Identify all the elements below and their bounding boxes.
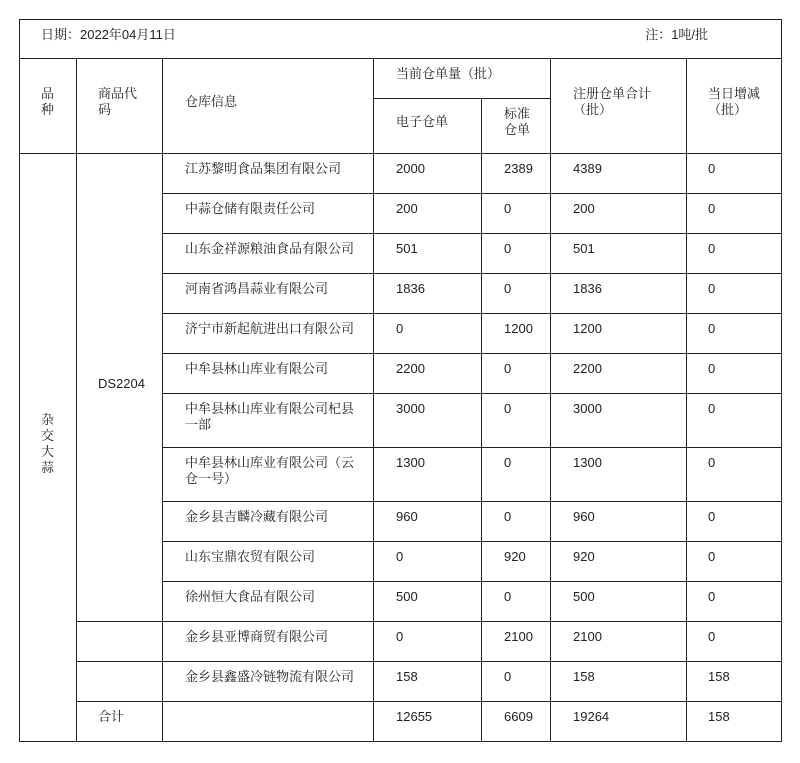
total-electronic-receipts: 12655	[374, 702, 482, 742]
standard-receipts: 0	[482, 354, 551, 394]
electronic-receipts: 0	[374, 622, 482, 662]
daily-change: 0	[687, 542, 782, 582]
warehouse-name: 中牟县林山库业有限公司（云仓一号）	[163, 448, 374, 502]
warehouse-name: 山东宝鼎农贸有限公司	[163, 542, 374, 582]
electronic-receipts: 2200	[374, 354, 482, 394]
standard-receipts: 0	[482, 194, 551, 234]
warehouse-name: 金乡县鑫盛冷链物流有限公司	[163, 662, 374, 702]
daily-change: 0	[687, 448, 782, 502]
daily-change: 158	[687, 662, 782, 702]
table-row	[20, 154, 782, 194]
electronic-receipts: 2000	[374, 154, 482, 194]
daily-change: 0	[687, 314, 782, 354]
registered-total: 501	[551, 234, 687, 274]
standard-receipts: 920	[482, 542, 551, 582]
commodity-code-cell: DS2204	[77, 154, 163, 622]
electronic-receipts: 1300	[374, 448, 482, 502]
empty-code-cell	[77, 662, 163, 702]
table-row	[20, 662, 782, 702]
registered-total: 500	[551, 582, 687, 622]
electronic-receipts: 3000	[374, 394, 482, 448]
empty-warehouse-cell	[163, 702, 374, 742]
warehouse-name: 中牟县林山库业有限公司	[163, 354, 374, 394]
variety-cell: 杂交大蒜	[20, 154, 77, 742]
total-registered: 19264	[551, 702, 687, 742]
total-label: 合计	[77, 702, 163, 742]
header-variety: 品种	[20, 59, 77, 154]
daily-change: 0	[687, 274, 782, 314]
warehouse-name: 徐州恒大食品有限公司	[163, 582, 374, 622]
date-row	[20, 20, 782, 59]
registered-total: 4389	[551, 154, 687, 194]
total-standard-receipts: 6609	[482, 702, 551, 742]
unit-note: 注：1吨/批	[645, 27, 709, 42]
header-commodity-code: 商品代码	[77, 59, 163, 154]
registered-total: 3000	[551, 394, 687, 448]
warehouse-name: 河南省鸿昌蒜业有限公司	[163, 274, 374, 314]
daily-change: 0	[687, 622, 782, 662]
standard-receipts: 0	[482, 234, 551, 274]
registered-total: 1200	[551, 314, 687, 354]
daily-change: 0	[687, 582, 782, 622]
registered-total: 920	[551, 542, 687, 582]
registered-total: 158	[551, 662, 687, 702]
warehouse-name: 济宁市新起航进出口有限公司	[163, 314, 374, 354]
warehouse-receipt-table	[19, 19, 782, 742]
electronic-receipts: 500	[374, 582, 482, 622]
header-row	[20, 59, 782, 99]
date-line	[41, 27, 708, 43]
electronic-receipts: 1836	[374, 274, 482, 314]
standard-receipts: 0	[482, 448, 551, 502]
electronic-receipts: 200	[374, 194, 482, 234]
standard-receipts: 0	[482, 582, 551, 622]
registered-total: 2100	[551, 622, 687, 662]
warehouse-name: 江苏黎明食品集团有限公司	[163, 154, 374, 194]
registered-total: 1836	[551, 274, 687, 314]
header-registered-total: 注册仓单合计（批）	[551, 59, 687, 154]
header-standard-receipts: 标准仓单	[482, 99, 551, 154]
empty-code-cell	[77, 622, 163, 662]
electronic-receipts: 158	[374, 662, 482, 702]
daily-change: 0	[687, 194, 782, 234]
header-warehouse-info: 仓库信息	[163, 59, 374, 154]
registered-total: 200	[551, 194, 687, 234]
warehouse-name: 中牟县林山库业有限公司杞县一部	[163, 394, 374, 448]
standard-receipts: 0	[482, 394, 551, 448]
electronic-receipts: 0	[374, 542, 482, 582]
electronic-receipts: 0	[374, 314, 482, 354]
standard-receipts: 2389	[482, 154, 551, 194]
header-current-receipts: 当前仓单量（批）	[374, 59, 551, 99]
daily-change: 0	[687, 502, 782, 542]
registered-total: 2200	[551, 354, 687, 394]
standard-receipts: 0	[482, 502, 551, 542]
standard-receipts: 1200	[482, 314, 551, 354]
registered-total: 960	[551, 502, 687, 542]
warehouse-name: 金乡县亚博商贸有限公司	[163, 622, 374, 662]
daily-change: 0	[687, 234, 782, 274]
daily-change: 0	[687, 354, 782, 394]
total-row	[20, 702, 782, 742]
registered-total: 1300	[551, 448, 687, 502]
report-date: 日期：2022年04月11日	[41, 27, 176, 42]
header-daily-change: 当日增减（批）	[687, 59, 782, 154]
daily-change: 0	[687, 154, 782, 194]
standard-receipts: 0	[482, 274, 551, 314]
warehouse-name: 中蒜仓储有限责任公司	[163, 194, 374, 234]
daily-change: 0	[687, 394, 782, 448]
electronic-receipts: 501	[374, 234, 482, 274]
standard-receipts: 0	[482, 662, 551, 702]
warehouse-name: 金乡县吉麟冷藏有限公司	[163, 502, 374, 542]
warehouse-name: 山东金祥源粮油食品有限公司	[163, 234, 374, 274]
total-daily-change: 158	[687, 702, 782, 742]
header-electronic-receipts: 电子仓单	[374, 99, 482, 154]
date-cell	[20, 20, 782, 59]
table-row	[20, 622, 782, 662]
electronic-receipts: 960	[374, 502, 482, 542]
standard-receipts: 2100	[482, 622, 551, 662]
